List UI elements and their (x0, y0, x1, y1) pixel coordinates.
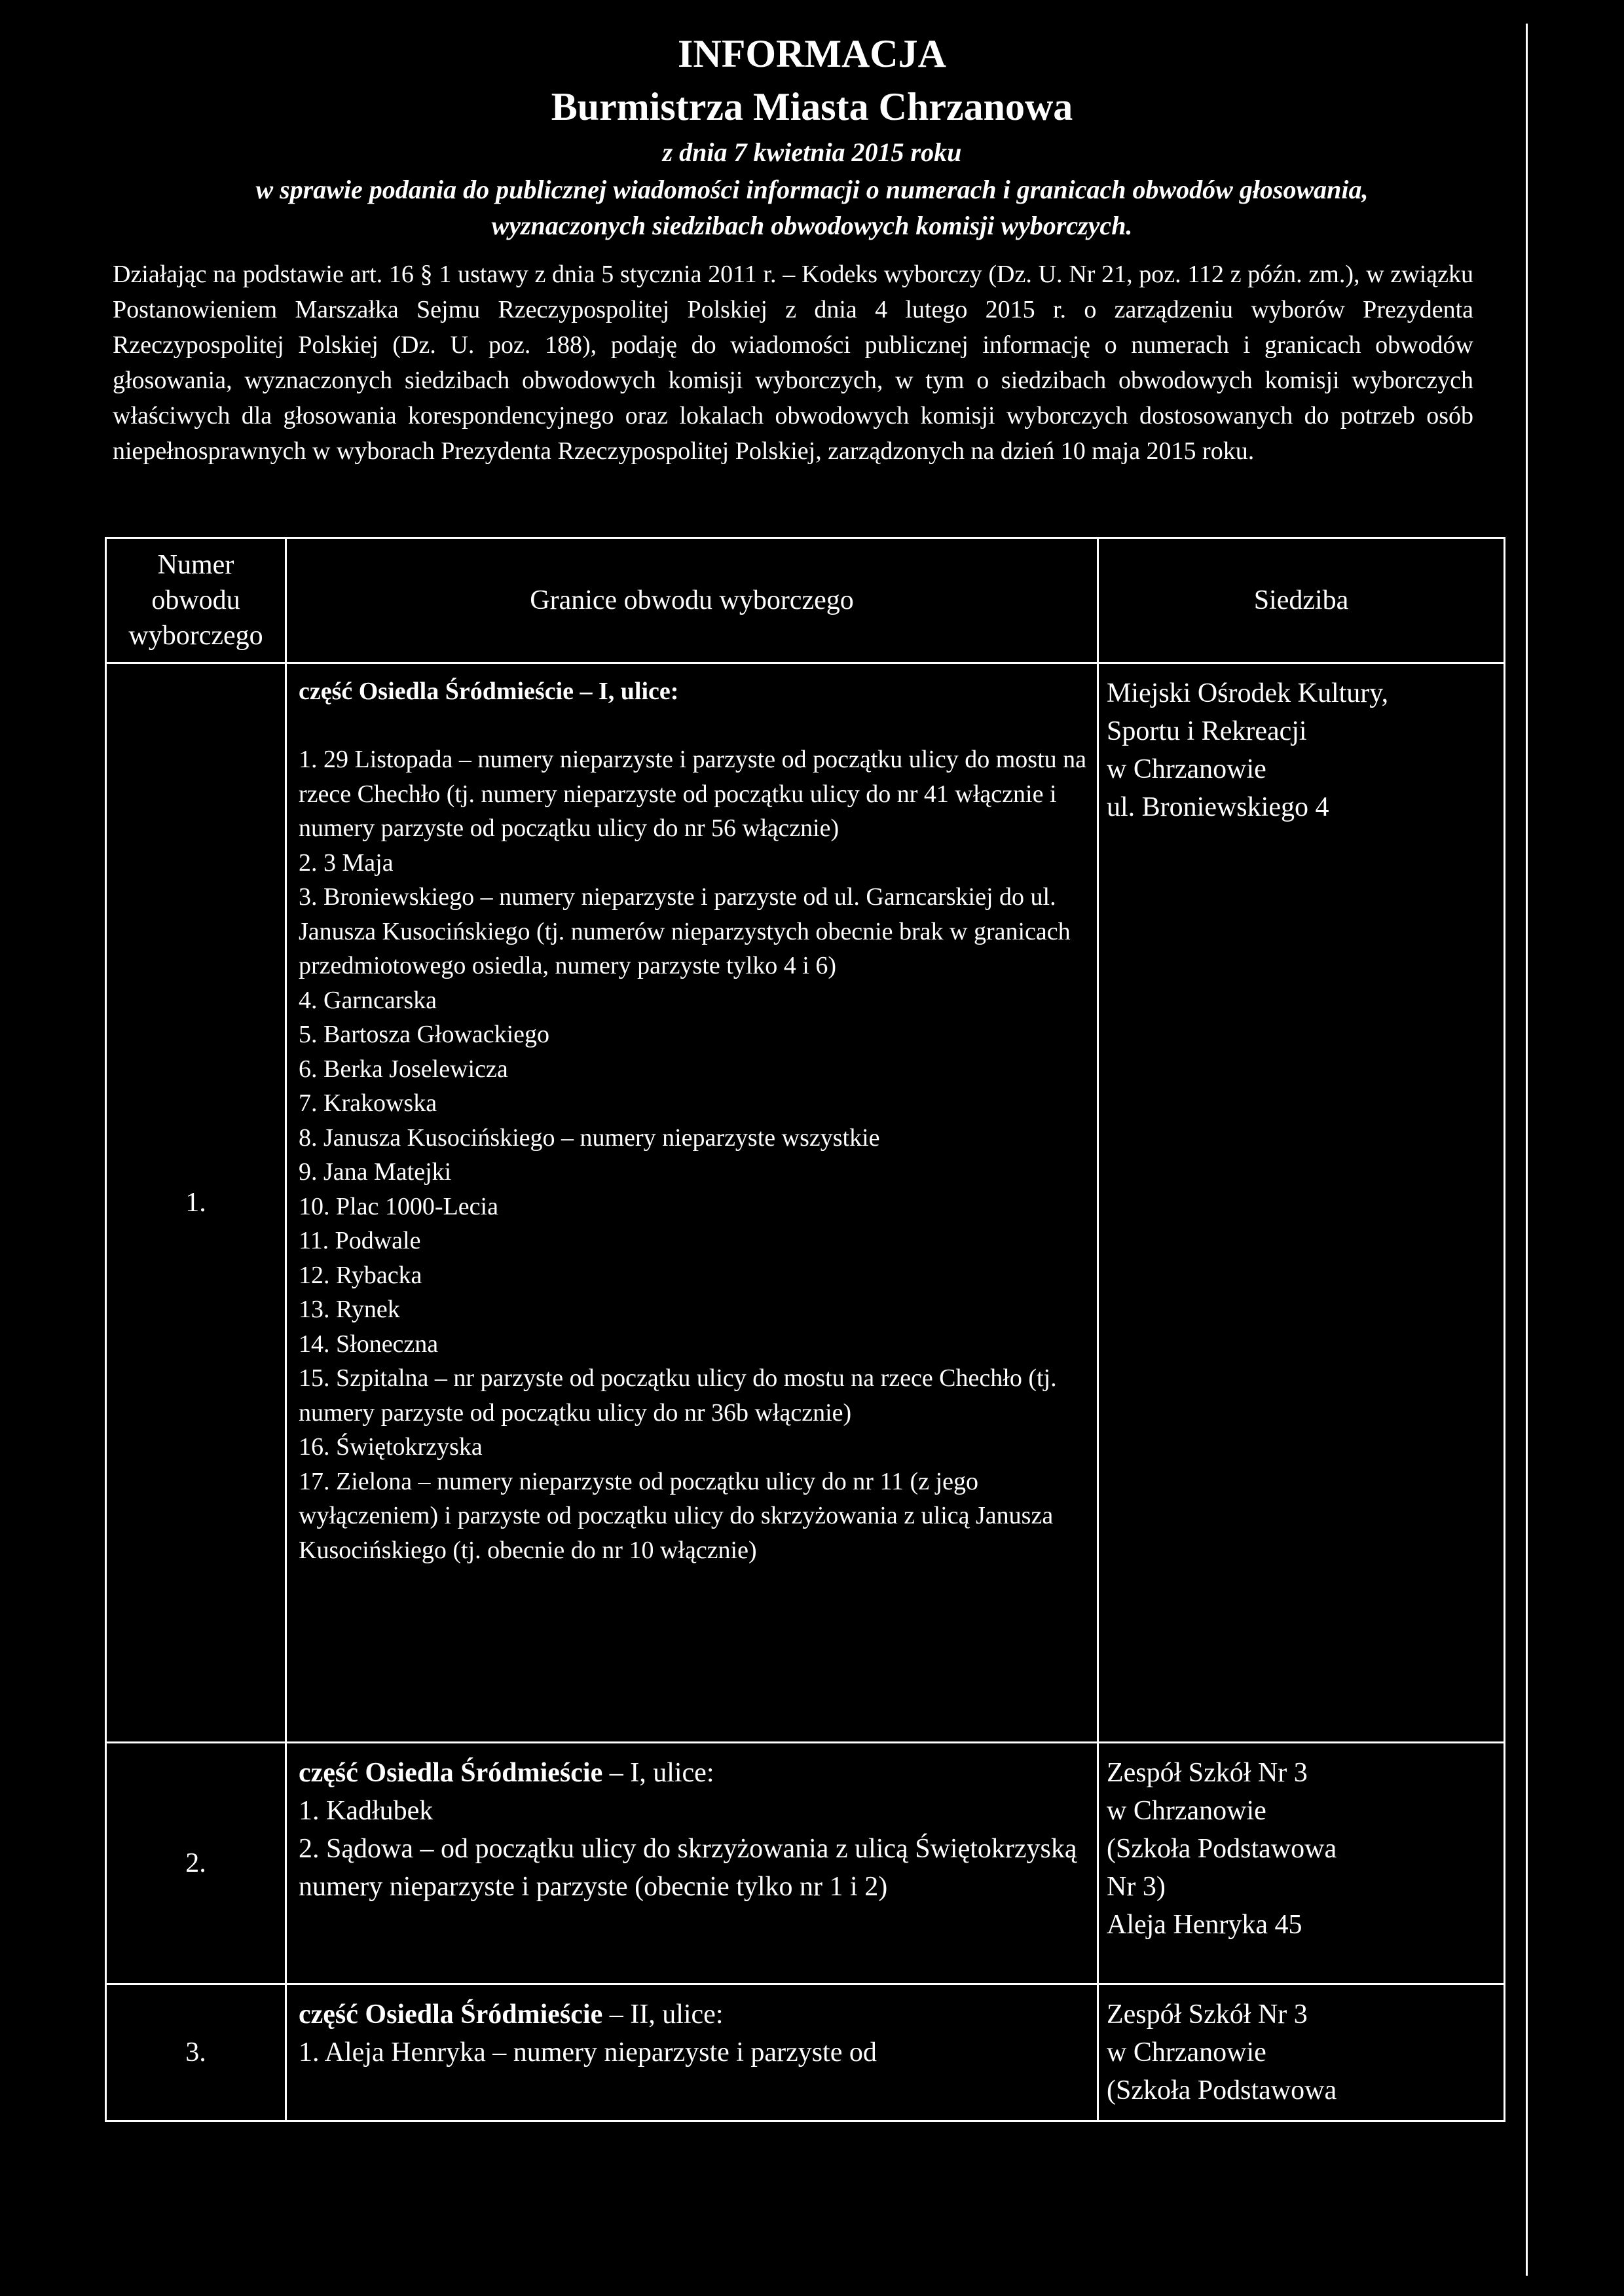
district-number: 3. (106, 1984, 286, 2121)
part-label: część Osiedla Śródmieście – I, ulice: (299, 678, 679, 705)
seat-line: Sportu i Rekreacji (1107, 716, 1307, 746)
seat-line: w Chrzanowie (1107, 1796, 1266, 1826)
street-item: 6. Berka Joselewicza (299, 1055, 508, 1083)
street-item: 7. Krakowska (299, 1089, 437, 1117)
table-row (106, 1984, 1505, 2121)
header-number-line: Numer (157, 550, 234, 580)
seat-line: Miejski Ośrodek Kultury, (1107, 678, 1389, 708)
document-subtitle: Burmistrza Miasta Chrzanowa (551, 85, 1073, 128)
seat-line: w Chrzanowie (1107, 2037, 1266, 2068)
seat-line: Zespół Szkół Nr 3 (1107, 1758, 1308, 1788)
seat-line: (Szkoła Podstawowa (1107, 2075, 1337, 2105)
part-label-rest: – II, ulice: (602, 1999, 724, 2030)
street-item: 12. Rybacka (299, 1261, 422, 1289)
seat-line: Nr 3) (1107, 1872, 1166, 1902)
districts-table (105, 537, 1505, 2122)
part-label (299, 1754, 1089, 1792)
district-bounds (286, 1984, 1098, 2121)
document-title: INFORMACJA (678, 32, 946, 75)
street-item: 3. Broniewskiego – numery nieparzyste i parzyste od ul. Garncarskiej do ul. Janusza Kusocińskiego (tj. numerów nieparzystych obecnie brak w granicach przedmiotowego osiedla, numery parzyste tylko 4 i 6) (299, 883, 1071, 979)
district-bounds (286, 1743, 1098, 1984)
part-label-bold: część Osiedla Śródmieście (299, 1758, 603, 1788)
page-edge-rule (1526, 24, 1528, 2276)
document-header (98, 27, 1526, 244)
district-seat-content (1107, 1995, 1496, 2120)
street-item: 1. Aleja Henryka – numery nieparzyste i parzyste od (299, 2037, 877, 2068)
document-date: z dnia 7 kwietnia 2015 roku (662, 137, 962, 167)
street-item: 1. 29 Listopada – numery nieparzyste i parzyste od początku ulicy do mostu na rzece Chechło (tj. numery nieparzyste od początku ulicy do nr 41 włącznie i numery parzyste od początku ulicy do nr 56 włącznie) (299, 746, 1087, 842)
district-number: 1. (106, 663, 286, 1743)
district-seat (1098, 663, 1505, 1743)
part-label-rest: – I, ulice: (602, 1758, 714, 1788)
table-header-row (106, 538, 1505, 663)
street-item: 2. Sądowa – od początku ulicy do skrzyżowania z ulicą Świętokrzyską numery nieparzyste i parzyste (obecnie tylko nr 1 i 2) (299, 1834, 1077, 1902)
street-item: 10. Plac 1000-Lecia (299, 1192, 498, 1220)
street-item: 11. Podwale (299, 1227, 421, 1254)
street-item: 4. Garncarska (299, 986, 437, 1014)
part-label-bold: część Osiedla Śródmieście (299, 1999, 603, 2030)
district-bounds-content (299, 1995, 1089, 2120)
street-item: 15. Szpitalna – nr parzyste od początku ulicy do mostu na rzece Chechło (tj. numery parzyste od początku ulicy do nr 36b włącznie) (299, 1364, 1057, 1427)
intro-paragraph: Działając na podstawie art. 16 § 1 ustawy z dnia 5 stycznia 2011 r. – Kodeks wyborczy (Dz. U. Nr 21, poz. 112 z późn. zm.), w związku Postanowieniem Marszałka Sejmu Rzeczypospolitej Polskiej z dnia 4 lutego 2015 r. o zarządzeniu wyborów Prezydenta Rzeczypospolitej Polskiej (Dz. U. poz. 188), podaję do wiadomości publicznej informację o numerach i granicach obwodów głosowania, wyznaczonych siedzibach obwodowych komisji wyborczych, w tym o siedzibach obwodowych komisji wyborczych właściwych dla głosowania korespondencyjnego oraz lokalach obwodowych komisji wyborczych dostosowanych do potrzeb osób niepełnosprawnych w wyborach Prezydenta Rzeczypospolitej Polskiej, zarządzonych na dzień 10 maja 2015 roku. (113, 261, 1473, 465)
table-row (106, 663, 1505, 1743)
document-regarding-line-1: w sprawie podania do publicznej wiadomości informacji o numerach i granicach obwodów głosowania, (255, 175, 1369, 204)
district-seat (1098, 1984, 1505, 2121)
header-district-bounds: Granice obwodu wyborczego (286, 538, 1098, 663)
street-item: 13. Rynek (299, 1296, 400, 1323)
part-label (299, 1995, 1089, 2033)
street-item: 2. 3 Maja (299, 848, 394, 877)
street-item: 5. Bartosza Głowackiego (299, 1021, 550, 1048)
street-item: 9. Jana Matejki (299, 1158, 452, 1186)
header-number-line: obwodu (151, 585, 240, 615)
seat-line: Aleja Henryka 45 (1107, 1910, 1302, 1940)
header-seat: Siedziba (1098, 538, 1505, 663)
seat-line: Zespół Szkół Nr 3 (1107, 1999, 1308, 2030)
seat-line: w Chrzanowie (1107, 754, 1266, 784)
district-bounds (286, 663, 1098, 1743)
header-district-number (106, 538, 286, 663)
street-item: 17. Zielona – numery nieparzyste od początku ulicy do nr 11 (z jego wyłączeniem) i parzyste od początku ulicy do skrzyżowania z ulicą Janusza Kusocińskiego (tj. obecnie do nr 10 włącznie) (299, 1467, 1054, 1564)
street-item: 14. Słoneczna (299, 1330, 439, 1358)
district-number: 2. (106, 1743, 286, 1984)
seat-line: (Szkoła Podstawowa (1107, 1834, 1337, 1864)
header-number-line: wyborczego (128, 621, 263, 651)
seat-line: ul. Broniewskiego 4 (1107, 792, 1329, 822)
street-item: 8. Janusza Kusocińskiego – numery nieparzyste wszystkie (299, 1123, 880, 1152)
table-row (106, 1743, 1505, 1984)
document-regarding-line-2: wyznaczonych siedzibach obwodowych komisji wyborczych. (491, 211, 1133, 240)
street-item: 1. Kadłubek (299, 1796, 434, 1826)
street-item: 16. Świętokrzyska (299, 1433, 483, 1461)
district-seat (1098, 1743, 1505, 1984)
